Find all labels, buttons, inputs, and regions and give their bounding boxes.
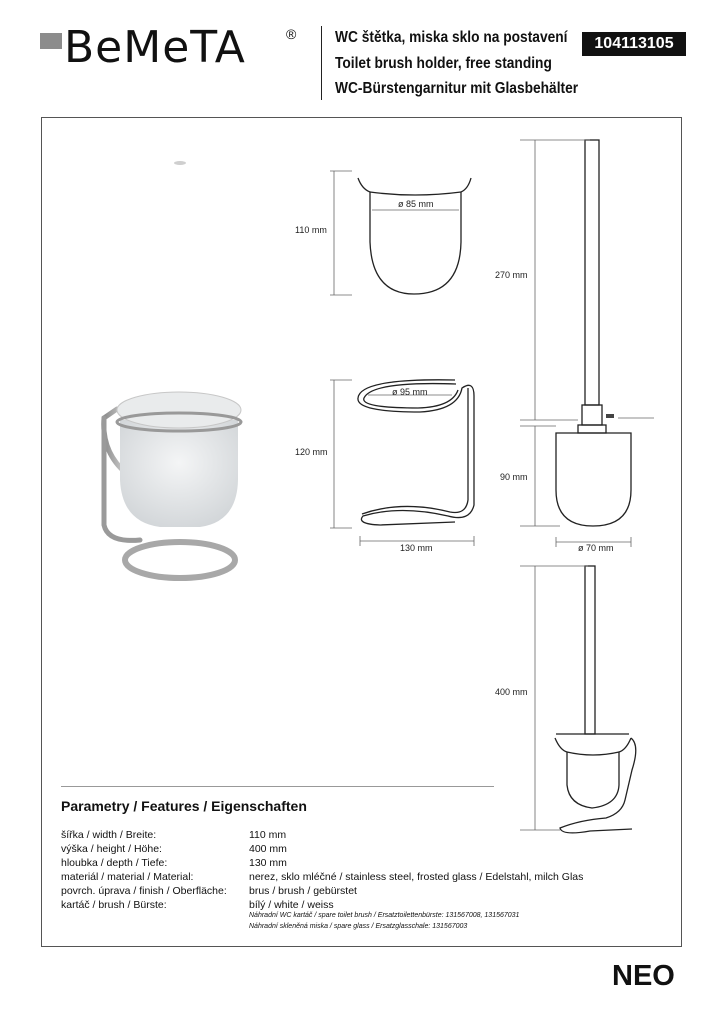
cup-dimension-lines bbox=[330, 171, 459, 295]
spec-value: nerez, sklo mléčné / stainless steel, frosted glass / Edelstahl, milch Glas bbox=[249, 871, 584, 883]
dim-ring-diameter: ø 95 mm bbox=[392, 387, 428, 397]
dim-cup-diameter: ø 85 mm bbox=[398, 199, 434, 209]
spare-brush-note: Náhradní WC kartáč / spare toilet brush / Ersatztoilettenbürste: 131567008, 131567031 bbox=[249, 912, 520, 919]
dim-stand-height: 120 mm bbox=[295, 447, 328, 457]
spec-value: 130 mm bbox=[249, 857, 287, 869]
product-photo bbox=[104, 161, 241, 578]
stand-drawing bbox=[358, 380, 474, 525]
dim-cup-height: 110 mm bbox=[295, 225, 327, 235]
brush-dimension-lines bbox=[520, 140, 654, 547]
brand-logo: BeMeTA bbox=[64, 22, 246, 73]
registered-mark: ® bbox=[286, 26, 297, 42]
spec-label: hloubka / depth / Tiefe: bbox=[61, 857, 168, 869]
product-code: 104113105 bbox=[582, 32, 686, 56]
title-english: Toilet brush holder, free standing bbox=[335, 55, 552, 72]
dim-handle-length: 270 mm bbox=[495, 270, 528, 280]
total-dimension-lines bbox=[520, 566, 588, 830]
dim-stand-depth: 130 mm bbox=[400, 543, 433, 553]
spec-label: kartáč / brush / Bürste: bbox=[61, 899, 167, 911]
title-german: WC-Bürstengarnitur mit Glasbehälter bbox=[335, 80, 579, 97]
specs-heading: Parametry / Features / Eigenschaften bbox=[61, 798, 307, 814]
spec-label: výška / height / Höhe: bbox=[61, 843, 162, 855]
brush-drawing bbox=[556, 140, 631, 526]
assembled-drawing bbox=[555, 566, 636, 833]
spec-value: brus / brush / gebürstet bbox=[249, 885, 357, 897]
title-czech: WC štětka, miska sklo na postavení bbox=[335, 29, 568, 46]
spec-value: bílý / white / weiss bbox=[249, 899, 334, 911]
dim-total-height: 400 mm bbox=[495, 687, 528, 697]
spec-label: šířka / width / Breite: bbox=[61, 829, 157, 841]
cup-drawing bbox=[358, 178, 471, 294]
series-name: NEO bbox=[612, 960, 675, 992]
marker-icon bbox=[606, 414, 614, 418]
dim-brush-height: 90 mm bbox=[500, 472, 528, 482]
spec-value: 400 mm bbox=[249, 843, 287, 855]
spare-glass-note: Náhradní skleněná miska / spare glass / Ersatzglasschale: 131567003 bbox=[249, 923, 468, 930]
stand-dimension-lines bbox=[330, 380, 474, 546]
specs-divider bbox=[61, 786, 494, 787]
spec-label: povrch. úprava / finish / Oberfläche: bbox=[61, 885, 227, 897]
spec-label: materiál / material / Material: bbox=[61, 871, 194, 883]
dim-brush-diameter: ø 70 mm bbox=[578, 543, 614, 553]
spec-value: 110 mm bbox=[249, 829, 287, 841]
